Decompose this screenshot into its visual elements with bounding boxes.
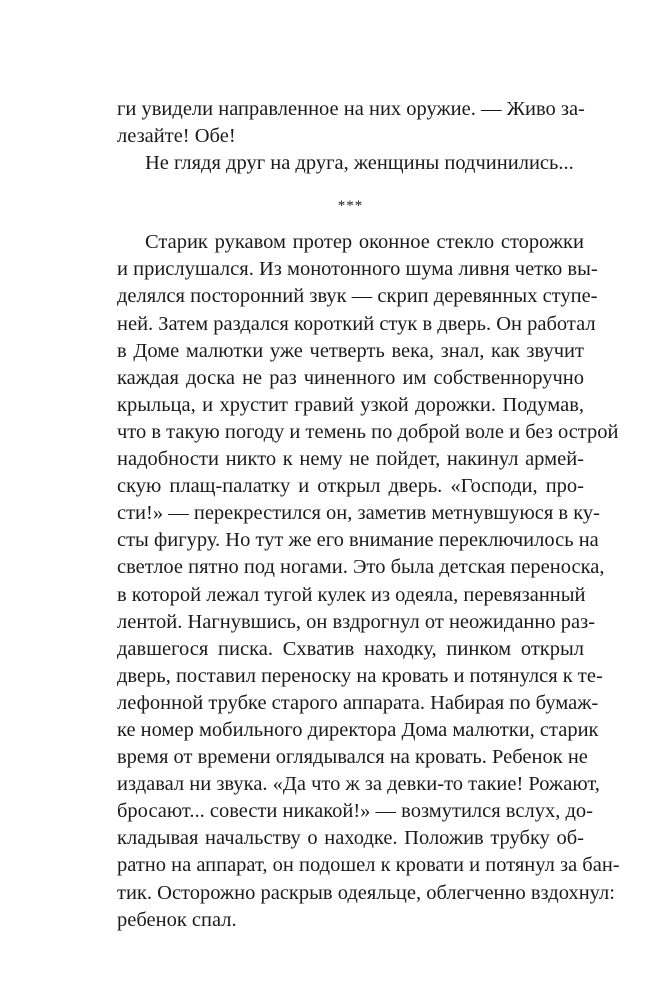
text-line: лентой. Нагнувшись, он вздрогнул от неожиданно раз-	[117, 610, 596, 633]
text-line: ратно на аппарат, он подошел к кровати и потянул за бан-	[117, 854, 620, 877]
text-line: что в такую погоду и темень по доброй воле и без острой	[117, 420, 619, 443]
text-line: и прислушался. Из монотонного шума ливня четко вы-	[117, 258, 598, 281]
text-line: в Доме малютки уже четверть века, знал, как звучит	[117, 339, 584, 362]
text-line: Старик рукавом протер оконное стекло сторожки	[145, 231, 584, 254]
text-line: скую плащ-палатку и открыл дверь. «Господи, про-	[117, 475, 584, 498]
text-line: ребенок спал.	[117, 908, 237, 931]
text-line: сты фигуру. Но тут же его внимание переключилось на	[117, 529, 599, 552]
text-line: тик. Осторожно раскрыв одеяльце, облегченно вздохнул:	[117, 881, 615, 904]
text-line: бросают... совести никакой!» — возмутился вслух, до-	[117, 800, 593, 823]
text-line: время от времени оглядывался на кровать. Ребенок не	[117, 746, 588, 769]
section-separator: ***	[337, 198, 364, 215]
text-line: светлое пятно под ногами. Это была детская переноска,	[117, 556, 605, 579]
text-line: давшегося писка. Схватив находку, пинком открыл	[117, 637, 584, 660]
text-line: ней. Затем раздался короткий стук в дверь. Он работал	[117, 312, 596, 335]
text-line: ги увидели направленное на них оружие. — Живо за-	[117, 98, 585, 120]
text-line: кладывая начальству о находке. Положив трубку об-	[117, 827, 584, 850]
text-line: издавал ни звука. «Да что ж за девки-то такие! Рожают,	[117, 773, 600, 796]
page-text	[117, 96, 620, 934]
text-line: надобности никто к нему не пойдет, накинул армей-	[117, 448, 584, 471]
paragraph	[117, 229, 620, 933]
text-line: лефонной трубке старого аппарата. Набирая по бумаж-	[117, 691, 599, 714]
text-line: дверь, поставил переноску на кровать и потянулся к те-	[117, 664, 603, 687]
text-line: каждая доска не раз чиненного им собственноручно	[117, 366, 584, 389]
text-line: сти!» — перекрестился он, заметив метнувшуюся в ку-	[117, 502, 600, 525]
text-line: делялся посторонний звук — скрип деревянных ступе-	[117, 285, 598, 308]
paragraph-continuation	[117, 96, 584, 150]
text-line: Не глядя друг на друга, женщины подчинились...	[145, 152, 574, 175]
paragraph	[117, 150, 584, 177]
text-line: крыльца, и хрустит гравий узкой дорожки. Подумав,	[117, 393, 584, 416]
text-line: в которой лежал тугой кулек из одеяла, перевязанный	[117, 583, 586, 606]
text-line: лезайте! Обе!	[117, 125, 236, 148]
text-line: ке номер мобильного директора Дома малютки, старик	[117, 718, 599, 741]
